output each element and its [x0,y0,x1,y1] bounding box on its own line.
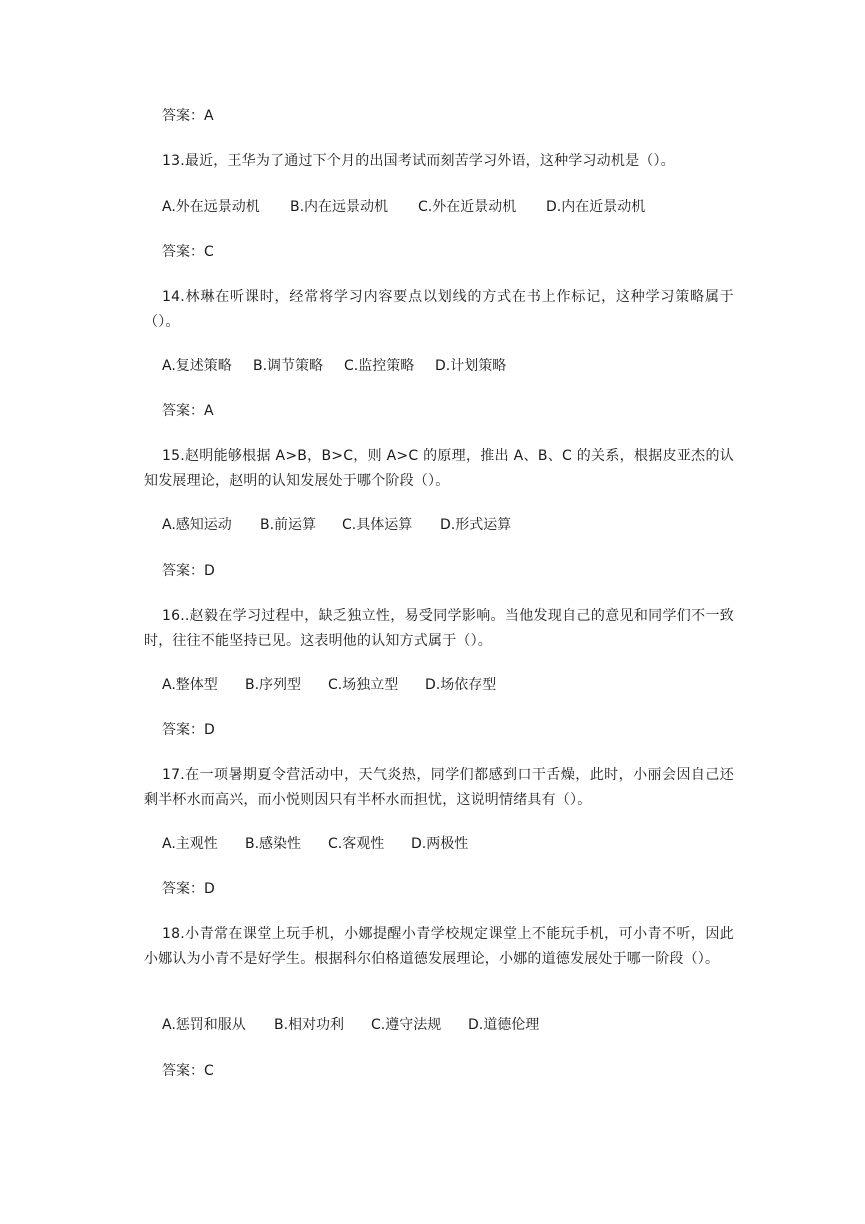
option-c: C.具体运算 [342,517,413,533]
option-a: A.整体型 [162,677,218,693]
option-b: B.感染性 [245,836,302,852]
answer-text: 答案：D [162,563,215,579]
option-b: B.序列型 [245,677,302,693]
answer-text: 答案：A [162,108,214,124]
question-16: 16..赵毅在学习过程中，缺乏独立性，易受同学影响。当他发现自己的意见和同学们不一致时，往往不能坚持已见。这表明他的认知方式属于（）。 [144,608,734,649]
answer-text: 答案：D [162,722,215,738]
option-a: A.复述策略 [162,358,232,374]
option-c: C.外在近景动机 [418,199,517,215]
options-16 [162,675,496,695]
option-a: A.主观性 [162,836,218,852]
answer-text: 答案：C [162,244,214,260]
question-17: 17.在一项暑期夏令营活动中，天气炎热，同学们都感到口干舌燥，此时，小丽会因自己还剩半杯水而高兴，而小悦则因只有半杯水而担忧，这说明情绪具有（）。 [144,767,734,808]
question-13: 13.最近，王华为了通过下个月的出国考试而刻苦学习外语，这种学习动机是（）。 [162,153,675,169]
option-d: D.场依存型 [425,677,497,693]
option-d: D.形式运算 [440,517,512,533]
option-a: A.感知运动 [162,517,232,533]
options-18 [162,1015,539,1035]
option-b: B.相对功利 [274,1017,345,1033]
option-c: C.监控策略 [344,358,415,374]
option-d: D.内在近景动机 [546,199,646,215]
option-d: D.计划策略 [435,358,507,374]
option-a: A.外在远景动机 [162,199,260,215]
question-18: 18.小青常在课堂上玩手机，小娜提醒小青学校规定课堂上不能玩手机，可小青不听，因此小娜认为小青不是好学生。根据科尔伯格道德发展理论，小娜的道德发展处于哪一阶段（）。 [144,926,734,967]
option-b: B.内在远景动机 [290,199,389,215]
option-b: B.调节策略 [253,358,324,374]
option-c: C.场独立型 [328,677,399,693]
options-14 [162,356,506,376]
question-15: 15.赵明能够根据 A>B，B>C，则 A>C 的原理，推出 A、B、C 的关系，根据皮亚杰的认知发展理论，赵明的认知发展处于哪个阶段（）。 [144,448,734,489]
option-c: C.客观性 [328,836,385,852]
option-d: D.道德伦理 [468,1017,540,1033]
answer-text: 答案：C [162,1063,214,1079]
answer-text: 答案：A [162,403,214,419]
option-d: D.两极性 [411,836,469,852]
option-b: B.前运算 [260,517,317,533]
options-15 [162,515,511,535]
options-17 [162,834,468,854]
question-14: 14.林琳在听课时，经常将学习内容要点以划线的方式在书上作标记，这种学习策略属于（）。 [144,289,734,330]
answer-text: 答案：D [162,881,215,897]
option-a: A.惩罚和服从 [162,1017,246,1033]
option-c: C.遵守法规 [371,1017,442,1033]
options-13 [162,197,645,217]
